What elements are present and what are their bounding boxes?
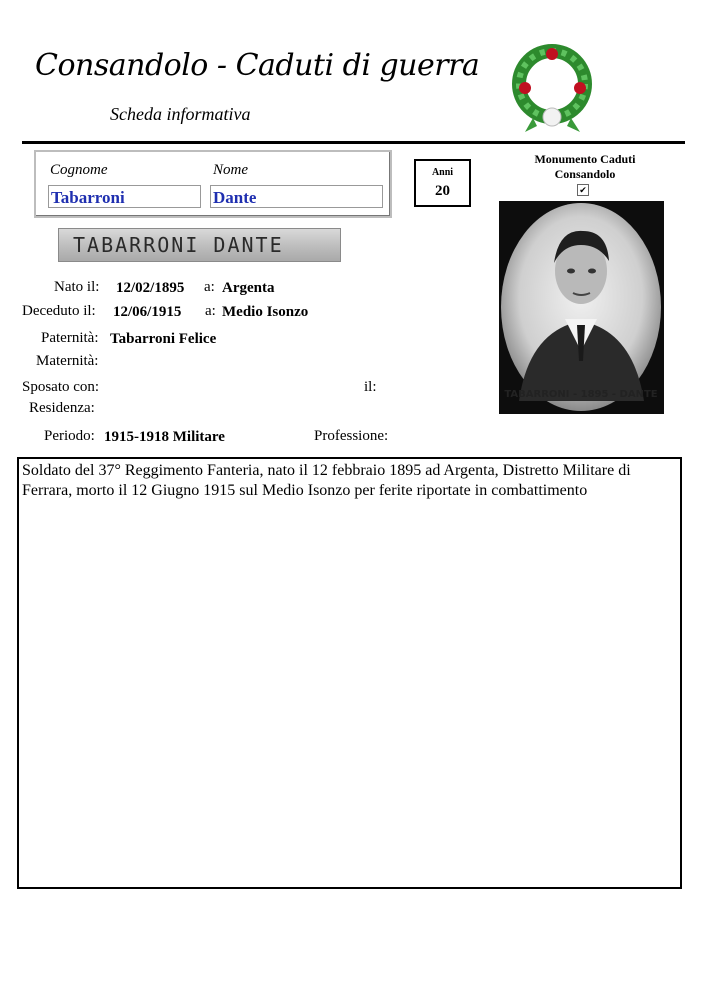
professione-label: Professione:: [314, 428, 389, 444]
portrait-photo: [499, 201, 664, 414]
sposato-il-label: il:: [364, 379, 377, 395]
age-value: 20: [435, 183, 450, 199]
nato-label: Nato il:: [54, 279, 100, 295]
age-label: Anni: [431, 167, 454, 178]
description-box: [17, 457, 682, 889]
periodo-label: Periodo:: [44, 428, 95, 444]
description-text: Soldato del 37° Reggimento Fanteria, nato il 12 febbraio 1895 ad Argenta, Distretto Militare di Ferrara, morto il 12 Giugno 1915 sul Medio Isonzo per ferite riportate in combattimento: [22, 462, 631, 499]
nome-label: Nome: [213, 162, 248, 178]
cognome-label: Cognome: [50, 162, 108, 178]
paternita-value: Tabarroni Felice: [110, 331, 217, 347]
monument-label: [515, 152, 655, 182]
nato-place: Argenta: [222, 280, 275, 296]
cognome-field[interactable]: Tabarroni: [48, 185, 201, 208]
nato-date: 12/02/1895: [116, 280, 185, 296]
deceduto-a-label: a:: [205, 303, 216, 319]
paternita-label: Paternità:: [41, 330, 99, 346]
portrait-caption: TABARRONI - 1895 - DANTE: [504, 389, 658, 400]
name-panel: [34, 150, 392, 218]
monument-label-line2: Consandolo: [554, 167, 616, 181]
nato-a-label: a:: [204, 279, 215, 295]
maternita-label: Maternità:: [36, 353, 99, 369]
page-title: Consandolo - Caduti di guerra: [35, 48, 480, 83]
deceduto-label: Deceduto il:: [22, 303, 96, 319]
nome-field[interactable]: Dante: [210, 185, 383, 208]
periodo-value: 1915-1918 Militare: [104, 429, 225, 445]
deceduto-date: 12/06/1915: [113, 304, 182, 320]
page-subtitle: Scheda informativa: [110, 104, 251, 124]
monument-checkbox[interactable]: ✔: [577, 184, 589, 196]
monument-label-line1: Monumento Caduti: [534, 152, 636, 166]
portrait-svg: [499, 201, 664, 414]
header-divider: [22, 141, 685, 144]
residenza-label: Residenza:: [29, 400, 95, 416]
sposato-label: Sposato con:: [22, 379, 100, 395]
wreath-logo: [505, 40, 600, 135]
deceduto-place: Medio Isonzo: [222, 304, 309, 320]
age-box: [414, 159, 471, 207]
name-plate-image: TABARRONI DANTE: [58, 228, 341, 262]
